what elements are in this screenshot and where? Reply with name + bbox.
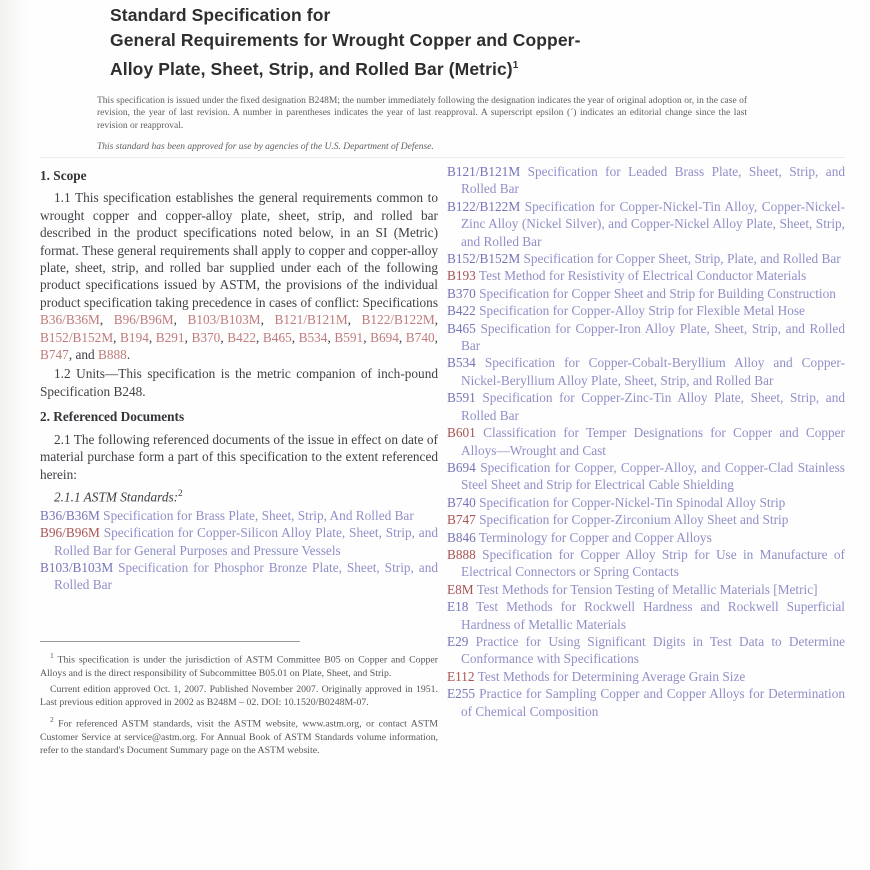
reference-entry	[447, 529, 845, 546]
spec-link[interactable]: B122/B122M	[361, 312, 435, 328]
reference-entry	[447, 250, 845, 267]
footnote: $^2$ For referenced ASTM standards, visit the ASTM website, www.astm.org, or contact ASTM Customer Service at service@astm.org. For Annual Book of ASTM Standards volume information, refer to the standard's Document Summary page on the ASTM website.	[40, 714, 438, 756]
spec-title: Specification for Copper-Nickel-Tin Spinodal Alloy Strip	[475, 494, 786, 510]
spec-designation-link[interactable]: B740	[447, 494, 476, 510]
reference-entry	[447, 685, 845, 720]
spec-title: Specification for Copper-Zinc-Tin Alloy Plate, Sheet, Strip, and Rolled Bar	[461, 390, 845, 423]
spec-link[interactable]: B591	[334, 329, 364, 345]
title-line-3: Alloy Plate, Sheet, Strip, and Rolled Bar (Metric)	[110, 58, 513, 79]
scope-paragraph-1-1: 1.1 This specification establishes the general requirements common to wrought copper and copper-alloy plate, sheet, strip, and rolled bar described in the product specifications noted below, in an SI (Metric) format. These general requirements shall apply to copper and copper-alloy plate, sheet, strip, and rolled bar supplied under each of the following product specifications issued by ASTM, the provisions of the individual product specification taking precedence in cases of conflict: Specifications B36/B36M, B96/B96M, B103/B103M, B121/B121M, B122/B122M, B152/B152M, B194, B291, B370, B422, B465, B534, B591, B694, B740, B747, and B888.	[40, 190, 439, 363]
referenced-documents-heading: 2. Referenced Documents	[40, 409, 185, 425]
page-edge-shadow	[0, 0, 30, 870]
reference-entry	[447, 581, 845, 598]
reference-entry	[447, 668, 845, 685]
reference-entry	[447, 494, 845, 511]
spec-title: Specification for Copper Alloy Strip for Use in Manufacture of Electrical Connectors or Spring Contacts	[461, 546, 845, 580]
spec-link[interactable]: B534	[298, 329, 328, 345]
spec-title: Test Methods for Tension Testing of Metallic Materials [Metric]	[473, 581, 818, 597]
spec-designation-link[interactable]: E18	[447, 599, 469, 615]
astm-standards-label	[40, 485, 438, 506]
spec-title: Specification for Copper-Iron Alloy Plate, Sheet, Strip, and Rolled Bar	[461, 320, 845, 354]
footnote-rule	[40, 641, 300, 642]
reference-entry	[447, 267, 845, 284]
spec-designation-link[interactable]: B193	[447, 268, 476, 284]
spec-title: Specification for Brass Plate, Sheet, Strip, And Rolled Bar	[99, 507, 414, 523]
spec-designation-link[interactable]: B121/B121M	[447, 164, 521, 179]
title-line-1: Standard Specification for	[110, 5, 331, 25]
spec-title: Specification for Phosphor Bronze Plate, Sheet, Strip, and Rolled Bar	[54, 559, 438, 593]
spec-link[interactable]: B747	[40, 347, 69, 363]
document-header	[97, 3, 810, 153]
header-divider-rule	[40, 157, 845, 158]
spec-title: Specification for Leaded Brass Plate, Sheet, Strip, and Rolled Bar	[461, 164, 845, 197]
reference-entry	[447, 633, 845, 668]
footnote-marker: 1	[50, 651, 54, 660]
reference-entry	[447, 511, 845, 528]
spec-title: Terminology for Copper and Copper Alloys	[475, 529, 712, 545]
spec-designation-link[interactable]: B601	[447, 425, 476, 441]
reference-entry	[447, 198, 845, 250]
spec-link[interactable]: B291	[155, 329, 185, 345]
spec-designation-link[interactable]: B36/B36M	[40, 507, 100, 523]
footnote-block	[40, 641, 438, 760]
footnote: Current edition approved Oct. 1, 2007. Published November 2007. Originally approved in 1951. Last previous edition approved in 2002 as B248M – 02. DOI: 10.1520/B0248M-07.	[40, 684, 438, 709]
spec-title: Practice for Sampling Copper and Copper Alloys for Determination of Chemical Composition	[461, 686, 845, 719]
spec-link[interactable]: B121/B121M	[274, 312, 348, 328]
spec-designation-link[interactable]: E29	[447, 633, 469, 649]
footnote-list	[40, 649, 438, 757]
spec-designation-link[interactable]: B370	[447, 285, 476, 301]
spec-link[interactable]: B888	[98, 347, 127, 363]
reference-entry	[447, 354, 845, 389]
footnote: $^1$ This specification is under the jurisdiction of ASTM Committee B05 on Copper and Copper Alloys and is the direct responsibility of Subcommittee B05.01 on Plate, Sheet, and Strip.	[40, 651, 438, 679]
spec-title: Specification for Copper-Cobalt-Beryllium Alloy and Copper-Nickel-Beryllium Alloy Plate, Sheet, Strip, and Rolled Bar	[461, 355, 845, 388]
spec-designation-link[interactable]: B103/B103M	[40, 559, 114, 575]
footnote-marker: 2	[50, 714, 54, 724]
spec-designation-link[interactable]: E8M	[447, 581, 474, 597]
reference-list-right	[447, 163, 845, 720]
spec-title: Specification for Copper, Copper-Alloy, and Copper-Clad Stainless Steel Sheet and Strip for Electrical Cable Shielding	[461, 459, 845, 493]
reference-entry	[447, 459, 845, 494]
reference-list-left	[40, 507, 438, 594]
reference-entry	[447, 163, 845, 198]
spec-link[interactable]: B422	[227, 329, 257, 345]
spec-title: Specification for Copper Sheet, Strip, Plate, and Rolled Bar	[520, 251, 841, 267]
reference-entry	[40, 559, 438, 594]
spec-link[interactable]: B96/B96M	[113, 312, 174, 328]
spec-designation-link[interactable]: E112	[447, 668, 475, 684]
spec-link[interactable]: B36/B36M	[40, 312, 100, 328]
spec-link[interactable]: B465	[262, 329, 292, 345]
reference-entry	[447, 320, 845, 355]
designation-note: This specification is issued under the fixed designation B248M; the number immediately following the designation indicates the year of original adoption or, in the case of revision, the year of last revision. A number in parentheses indicates the year of last reapproval. A superscript epsilon (´) indicates an editorial change since the last revision or reapproval.	[97, 95, 747, 131]
spec-link[interactable]: B103/B103M	[187, 312, 261, 328]
spec-title: Specification for Copper-Alloy Strip for Flexible Metal Hose	[475, 303, 805, 319]
spec-designation-link[interactable]: B152/B152M	[447, 251, 521, 267]
scope-paragraph-1-2: 1.2 Units—This specification is the metric companion of inch-pound Specification B248.	[40, 366, 438, 399]
spec-title: Test Methods for Determining Average Grain Size	[474, 668, 746, 684]
reference-entry	[447, 598, 845, 633]
spec-designation-link[interactable]: B96/B96M	[40, 525, 100, 541]
spec-link[interactable]: B740	[405, 329, 435, 345]
spec-title: Specification for Copper Sheet and Strip for Building Construction	[475, 285, 836, 301]
spec-link[interactable]: B152/B152M	[40, 329, 114, 345]
spec-designation-link[interactable]: E255	[447, 686, 476, 702]
spec-title: Practice for Using Significant Digits in Test Data to Determine Conformance with Specifications	[461, 633, 845, 667]
spec-title: Specification for Copper-Nickel-Tin Alloy, Copper-Nickel-Zinc Alloy (Nickel Silver), and Copper-Nickel Alloy Plate, Sheet, Strip, and Rolled Bar	[461, 198, 845, 249]
spec-title: Test Methods for Rockwell Hardness and Rockwell Superficial Hardness of Metallic Materials	[461, 599, 845, 632]
spec-title: Specification for Copper-Silicon Alloy Plate, Sheet, Strip, and Rolled Bar for General Purposes and Pressure Vessels	[54, 525, 438, 558]
spec-title: Classification for Temper Designations for Copper and Copper Alloys—Wrought and Cast	[461, 425, 845, 458]
reference-entry	[40, 507, 438, 524]
spec-link[interactable]: B370	[191, 329, 221, 345]
spec-designation-link[interactable]: B465	[447, 320, 476, 336]
astm-standards-label-text: 2.1.1 ASTM Standards:	[54, 489, 179, 505]
reference-entry	[447, 546, 845, 581]
reference-entry	[447, 302, 845, 319]
spec-designation-link[interactable]: B122/B122M	[447, 198, 521, 214]
reference-entry	[447, 285, 845, 302]
refdocs-paragraph-2-1: 2.1 The following referenced documents of the issue in effect on date of material purchase form a part of this specification to the extent referenced herein:	[40, 431, 438, 482]
document-title	[110, 3, 810, 82]
spec-designation-link[interactable]: B846	[447, 529, 476, 545]
scope-heading: 1. Scope	[40, 168, 87, 183]
spec-designation-link[interactable]: B747	[447, 512, 476, 528]
title-footnote-ref: 1	[512, 60, 519, 71]
reference-entry	[447, 389, 845, 424]
spec-designation-link[interactable]: B591	[447, 390, 476, 406]
spec-designation-link[interactable]: B422	[447, 303, 476, 319]
astm-standards-footnote-ref: 2	[178, 487, 183, 498]
dod-approval-note: This standard has been approved for use by agencies of the U.S. Department of Defense.	[97, 142, 434, 153]
spec-title: Specification for Copper-Zirconium Alloy Sheet and Strip	[475, 512, 789, 528]
spec-designation-link[interactable]: B694	[447, 459, 476, 475]
spec-title: Test Method for Resistivity of Electrical Conductor Materials	[475, 268, 807, 284]
spec-designation-link[interactable]: B534	[447, 355, 476, 371]
spec-link[interactable]: B194	[120, 329, 149, 345]
reference-entry	[447, 424, 845, 459]
title-line-2: General Requirements for Wrought Copper and Copper-	[110, 30, 581, 50]
reference-entry	[40, 524, 438, 559]
spec-link[interactable]: B694	[370, 329, 399, 345]
left-column	[40, 163, 438, 594]
right-column	[447, 163, 845, 720]
spec-designation-link[interactable]: B888	[447, 546, 476, 562]
